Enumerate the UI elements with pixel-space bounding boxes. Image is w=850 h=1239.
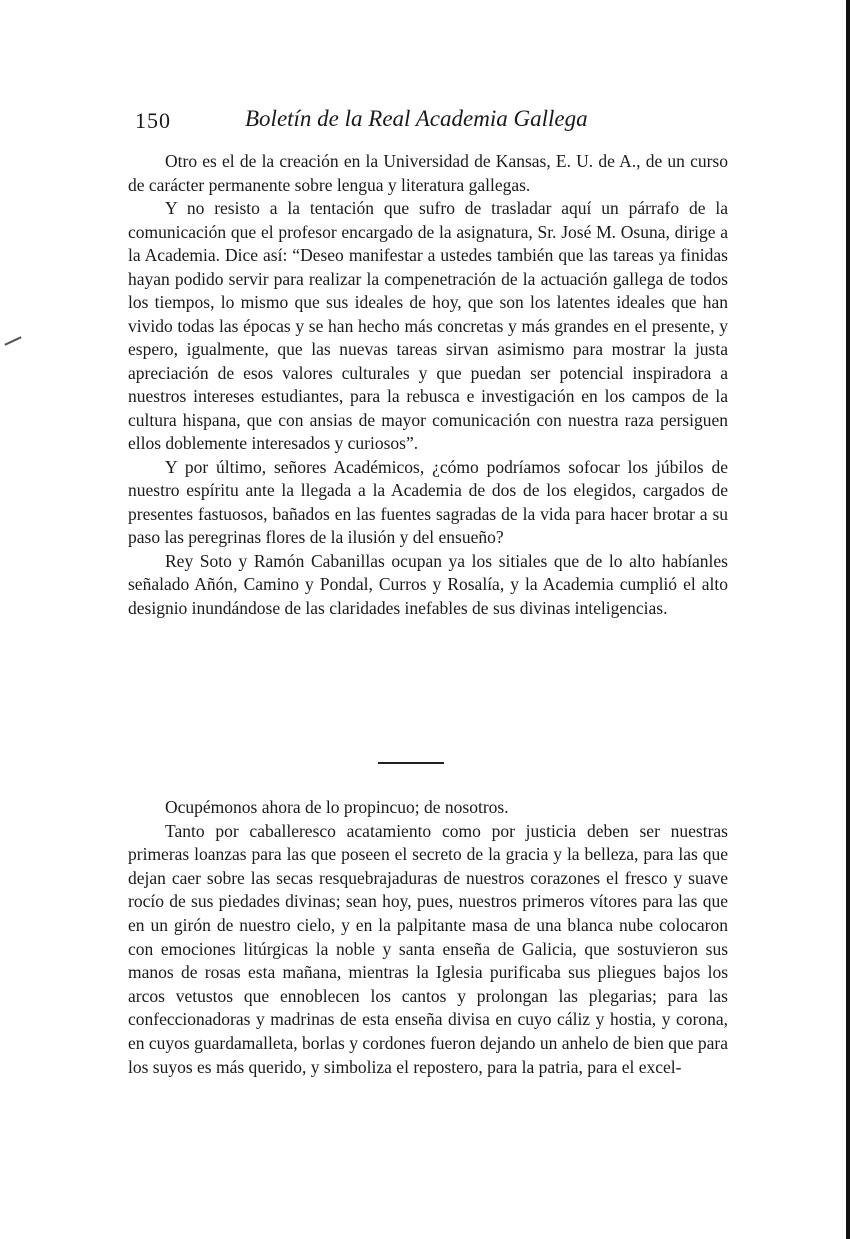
- paragraph: Y no resisto a la tentación que sufro de trasladar aquí un párrafo de la comunicación que el profesor encargado de la asignatura, Sr. José M. Osuna, dirige a la Academia. Dice así: “Deseo manifestar a ustedes también que las tareas ya finidas hayan podido servir para realizar la compenetración de la actuación gallega de todos los tiempos, lo mismo que sus ideales de hoy, que son los latentes ideales que han vivido todas las épocas y se han hecho más concretas y más grandes en el presente, y espero, igualmente, que las nuevas tareas sirvan asimismo para mostrar la justa apreciación de esos valores culturales y que puedan ser potencial inspiradora a nuestros intereses estudiantes, para la rebusca e investigación en los campos de la cultura hispana, que con ansias de mayor comunicación con nuestra raza persiguen ellos doblemente interesados y curiosos”.: [128, 198, 728, 453]
- page-number: 150: [135, 108, 171, 133]
- section-divider: [378, 762, 444, 766]
- paragraph: Otro es el de la creación en la Universidad de Kansas, E. U. de A., de un curso de carácter permanente sobre lengua y literatura gallegas.: [128, 151, 728, 195]
- paragraph: Tanto por caballeresco acatamiento como por justicia deben ser nuestras primeras loanzas para las que poseen el secreto de la gracia y la belleza, para las que dejan caer sobre las secas resquebrajaduras de nuestros corazones el fresco y suave rocío de sus piedades divinas; sean hoy, pues, nuestros primeros vítores para las que en un girón de nuestro cielo, y en la palpitante masa de una blanca nube colocaron con emociones litúrgicas la noble y santa enseña de Galicia, que sostuvieron sus manos de rosas esta mañana, mientras la Iglesia purificaba sus pliegues bajos los arcos vetustos que ennoblecen los cantos y prolongan las plegarias; para las confeccionadoras y madrinas de esta enseña divisa en cuyo cáliz y hostia, y corona, en cuyos guardamalleta, borlas y cordones fueron dejando un anhelo de bien que para los suyos es más querido, y simboliza el repostero, para la patria, para el excel-: [128, 820, 728, 1077]
- page-edge-shadow: [846, 0, 850, 1239]
- divider-rule: [378, 762, 444, 764]
- body-text-section-2: [128, 796, 728, 1079]
- paragraph: Ocupémonos ahora de lo propincuo; de nosotros.: [165, 797, 509, 817]
- body-text-section-1: [128, 150, 728, 620]
- margin-pencil-mark: [4, 336, 21, 345]
- paragraph: Rey Soto y Ramón Cabanillas ocupan ya los sitiales que de lo alto habíanles señalado Añón, Camino y Pondal, Curros y Rosalía, y la Academia cumplió el alto designio inundándose de las claridades inefables de sus divinas inteligencias.: [128, 550, 728, 618]
- paragraph: Y por último, señores Académicos, ¿cómo podríamos sofocar los júbilos de nuestro espíritu ante la llegada a la Academia de dos de los elegidos, cargados de presentes fastuosos, bañados en las fuentes sagradas de la vida para hacer brotar a su paso las peregrinas flores de la ilusión y del ensueño?: [128, 456, 728, 547]
- running-title: Boletín de la Real Academia Gallega: [245, 106, 588, 131]
- running-header: [135, 104, 735, 136]
